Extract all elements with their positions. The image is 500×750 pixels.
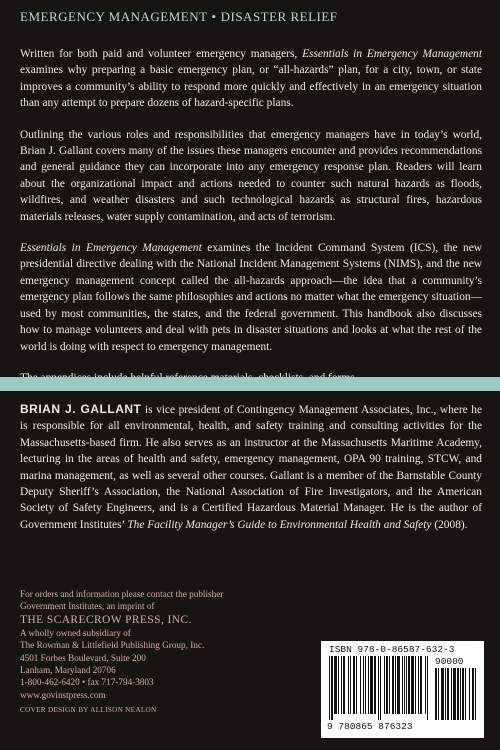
p1-book-title: Essentials in Emergency Management bbox=[302, 48, 483, 60]
author-bio bbox=[20, 401, 482, 533]
p1-text-b: examines why preparing a basic emergency plan, or “all-hazards” plan, for a city, town, or state improves a community’s ability to respond more quickly and effectively in an emergency situation than any attempt to prepare dozens of hazard-specific plans. bbox=[20, 64, 482, 110]
isbn-text: ISBN 978-0-86587-632-3 bbox=[329, 644, 455, 655]
publisher-address-city: Lanham, Maryland 20706 bbox=[20, 665, 116, 676]
author-name: BRIAN J. GALLANT bbox=[20, 402, 142, 416]
description-paragraph-3 bbox=[20, 240, 482, 355]
publisher-line-2: Government Institutes, an imprint of bbox=[20, 601, 155, 612]
publisher-line-3: A wholly owned subsidiary of bbox=[20, 627, 131, 638]
book-description bbox=[20, 46, 482, 401]
barcode-addon-number: 90000 bbox=[435, 656, 464, 667]
category-emergency-management: EMERGENCY MANAGEMENT bbox=[20, 9, 208, 24]
cover-design-credit: COVER DESIGN BY ALLISON NEALON bbox=[20, 706, 157, 715]
description-paragraph-1 bbox=[20, 46, 482, 112]
category-separator: • bbox=[211, 9, 217, 24]
publisher-address-street: 4501 Forbes Boulevard, Suite 200 bbox=[20, 652, 146, 663]
isbn-barcode bbox=[321, 641, 484, 738]
publisher-line-4: The Rowman & Littlefield Publishing Group, Inc. bbox=[20, 640, 205, 651]
publisher-info bbox=[20, 588, 300, 717]
bio-text-a: is vice president of Contingency Management Associates, Inc., where he is responsible for all environmental, health, and safety training and consulting activities for the Massachusetts-based firm. He also serves as an instructor at the Massachusetts Maritime Academy, lecturing in the areas of health and safety, emergency management, OPA 90 training, STCW, and marina management, as well as several other courses. Gallant is a member of the Barnstable County Deputy Sheriff’s Association, the National Association of Fire Investigators, and the American Society of Safety Engineers, and is a Certified Hazardous Material Manager. He is the author of Government Institutes’ bbox=[20, 404, 483, 531]
publisher-phone: 1-800-462-6420 • fax 717-794-3803 bbox=[20, 677, 154, 688]
bio-text-b: (2008). bbox=[431, 518, 468, 531]
category-header bbox=[20, 9, 338, 25]
publisher-line-1: For orders and information please contact the publisher bbox=[20, 589, 224, 599]
category-disaster-relief: DISASTER RELIEF bbox=[220, 9, 338, 24]
publisher-website: www.govinstpress.com bbox=[20, 689, 106, 700]
description-paragraph-2: Outlining the various roles and responsibilities that emergency managers have in today’s world, Brian J. Gallant covers many of the issues these managers encounter and provides recommendations and general guidance they can incorporate into any emergency response plan. Readers will learn about the organizational impact and actions needed to counter such natural hazards as floods, wildfires, and weather disasters and such technological hazards as structural fires, hazardous materials releases, water supply contamination, and acts of terrorism. bbox=[20, 128, 482, 223]
teal-divider-band bbox=[0, 377, 500, 391]
p1-text-a: Written for both paid and volunteer emergency managers, bbox=[20, 48, 303, 60]
publisher-name: THE SCARECROW PRESS, INC. bbox=[20, 613, 192, 626]
p3-text: examines the Incident Command System (ICS), the new presidential directive dealing with the National Incident Management Systems (NIMS), and the new emergency management concept called the all-hazards approach—the idea that a community’s emergency plan follows the same philosophies and actions no matter what the emergency situation—used by most communities, the states, and the federal government. This handbook also discusses how to manage volunteers and deal with pets in disaster situations and looks at what the rest of the world is doing with respect to emergency management. bbox=[20, 242, 482, 353]
ean-number: 9 780865 876323 bbox=[327, 721, 413, 732]
bio-book-title: The Facility Manager’s Guide to Environmental Health and Safety bbox=[127, 518, 432, 531]
p3-book-title: Essentials in Emergency Management bbox=[20, 242, 202, 255]
